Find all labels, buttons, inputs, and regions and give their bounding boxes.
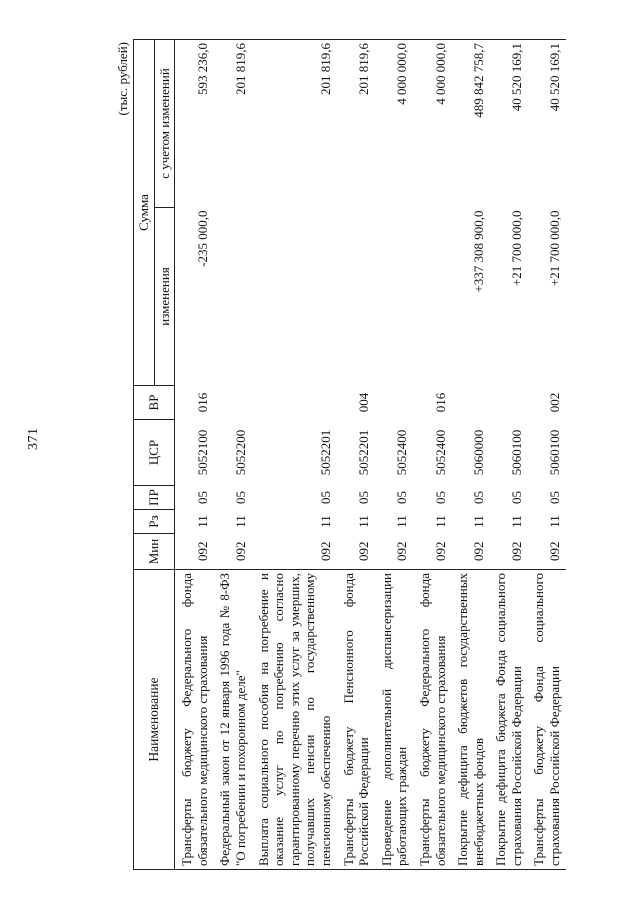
table-row bbox=[252, 40, 337, 870]
row-pr: 05 bbox=[194, 491, 210, 504]
page-number: 371 bbox=[26, 427, 41, 450]
header-csr: ЦСР bbox=[134, 420, 175, 486]
row-pr: 05 bbox=[432, 491, 448, 504]
row-change bbox=[413, 208, 451, 386]
row-rz: 11 bbox=[394, 515, 410, 528]
row-vr: 016 bbox=[432, 392, 448, 413]
table-row bbox=[175, 40, 214, 870]
row-name: Покрытие дефицита бюджетов государственных внебюджетных фондов bbox=[451, 570, 489, 870]
row-vr bbox=[375, 386, 413, 420]
header-vr: ВР bbox=[134, 386, 175, 420]
row-name: Проведение дополнительной диспансеризации работающих граждан bbox=[375, 570, 413, 870]
row-vr bbox=[213, 386, 251, 420]
table-row bbox=[527, 40, 565, 870]
table-row bbox=[451, 40, 489, 870]
row-min: 092 bbox=[432, 541, 448, 561]
row-min: 092 bbox=[194, 541, 210, 561]
row-name: Трансферты бюджету Федерального фонда обязательного медицинского страхования bbox=[413, 570, 451, 870]
row-rz: 11 bbox=[317, 515, 333, 528]
row-min: 092 bbox=[317, 541, 333, 561]
row-total: 201 819,6 bbox=[252, 40, 337, 208]
row-csr: 5052400 bbox=[432, 429, 448, 476]
row-total: 40 520 169,1 bbox=[489, 40, 527, 208]
row-name: Федеральный закон от 12 января 1996 года № 8-ФЗ "О погребении и похоронном деле" bbox=[213, 570, 251, 870]
row-vr bbox=[252, 386, 337, 420]
row-total: 4 000 000,0 bbox=[375, 40, 413, 208]
row-change bbox=[213, 208, 251, 386]
row-pr: 05 bbox=[394, 491, 410, 504]
row-total: 489 842 758,7 bbox=[451, 40, 489, 208]
header-with-change: с учетом изменений bbox=[154, 40, 175, 208]
header-min: Мин bbox=[134, 534, 175, 570]
row-csr: 5052201 bbox=[317, 429, 333, 476]
row-total: 201 819,6 bbox=[337, 40, 375, 208]
row-pr: 05 bbox=[470, 491, 486, 504]
row-total: 201 819,6 bbox=[213, 40, 251, 208]
row-name: Трансферты бюджету Фонда социального страхования Российской Федерации bbox=[527, 570, 565, 870]
row-change: +21 700 000,0 bbox=[547, 210, 563, 287]
rotated-table-sheet bbox=[95, 40, 580, 870]
table-row bbox=[375, 40, 413, 870]
row-pr: 05 bbox=[232, 491, 248, 504]
table-header bbox=[134, 40, 175, 870]
row-pr: 05 bbox=[547, 491, 563, 504]
row-min: 092 bbox=[356, 541, 372, 561]
row-min: 092 bbox=[470, 541, 486, 561]
row-vr: 002 bbox=[547, 392, 563, 413]
row-name: Трансферты бюджету Пенсионного фонда Российской Федерации bbox=[337, 570, 375, 870]
table-body bbox=[175, 40, 566, 870]
table-row bbox=[213, 40, 251, 870]
budget-table bbox=[133, 39, 566, 870]
row-min: 092 bbox=[394, 541, 410, 561]
row-pr: 05 bbox=[317, 491, 333, 504]
row-name: Покрытие дефицита бюджета Фонда социального страхования Российской Федерации bbox=[489, 570, 527, 870]
table-row bbox=[337, 40, 375, 870]
row-name: Трансферты бюджету Федерального фонда обязательного медицинского страхования bbox=[175, 570, 214, 870]
row-csr: 5060100 bbox=[508, 429, 524, 476]
row-rz: 11 bbox=[356, 515, 372, 528]
header-pr: ПР bbox=[134, 486, 175, 510]
row-rz: 11 bbox=[232, 515, 248, 528]
row-change: +337 308 900,0 bbox=[470, 210, 486, 293]
row-total: 593 236,0 bbox=[175, 40, 214, 208]
table-row bbox=[489, 40, 527, 870]
row-rz: 11 bbox=[432, 515, 448, 528]
row-change: -235 000,0 bbox=[194, 210, 210, 267]
row-csr: 5052400 bbox=[394, 429, 410, 476]
row-min: 092 bbox=[547, 541, 563, 561]
row-total: 40 520 169,1 bbox=[527, 40, 565, 208]
units-label: (тыс. рублей) bbox=[115, 42, 130, 116]
row-csr: 5052200 bbox=[232, 429, 248, 476]
row-vr: 004 bbox=[356, 392, 372, 413]
row-rz: 11 bbox=[547, 515, 563, 528]
row-csr: 5060000 bbox=[470, 429, 486, 476]
row-change: +21 700 000,0 bbox=[508, 210, 524, 287]
row-min: 092 bbox=[508, 541, 524, 561]
header-change: изменения bbox=[154, 208, 175, 386]
row-rz: 11 bbox=[470, 515, 486, 528]
header-sum: Сумма bbox=[134, 40, 155, 386]
row-change bbox=[375, 208, 413, 386]
table-row bbox=[413, 40, 451, 870]
row-csr: 5060100 bbox=[547, 429, 563, 476]
row-rz: 11 bbox=[194, 515, 210, 528]
row-vr bbox=[451, 386, 489, 420]
row-csr: 5052100 bbox=[194, 429, 210, 476]
row-total: 4 000 000,0 bbox=[413, 40, 451, 208]
row-change bbox=[337, 208, 375, 386]
row-vr: 016 bbox=[194, 392, 210, 413]
row-vr bbox=[489, 386, 527, 420]
header-rz: Рз bbox=[134, 510, 175, 534]
row-min: 092 bbox=[232, 541, 248, 561]
row-change bbox=[252, 208, 337, 386]
row-csr: 5052201 bbox=[356, 429, 372, 476]
row-rz: 11 bbox=[508, 515, 524, 528]
row-pr: 05 bbox=[508, 491, 524, 504]
row-name: Выплата социального пособия на погребение и оказание услуг по погребению согласно гарантированному перечню этих услуг за умерших, получавших пенсии по государственному пенсионному обеспечению bbox=[252, 570, 337, 870]
header-name: Наименование bbox=[134, 570, 175, 870]
row-pr: 05 bbox=[356, 491, 372, 504]
